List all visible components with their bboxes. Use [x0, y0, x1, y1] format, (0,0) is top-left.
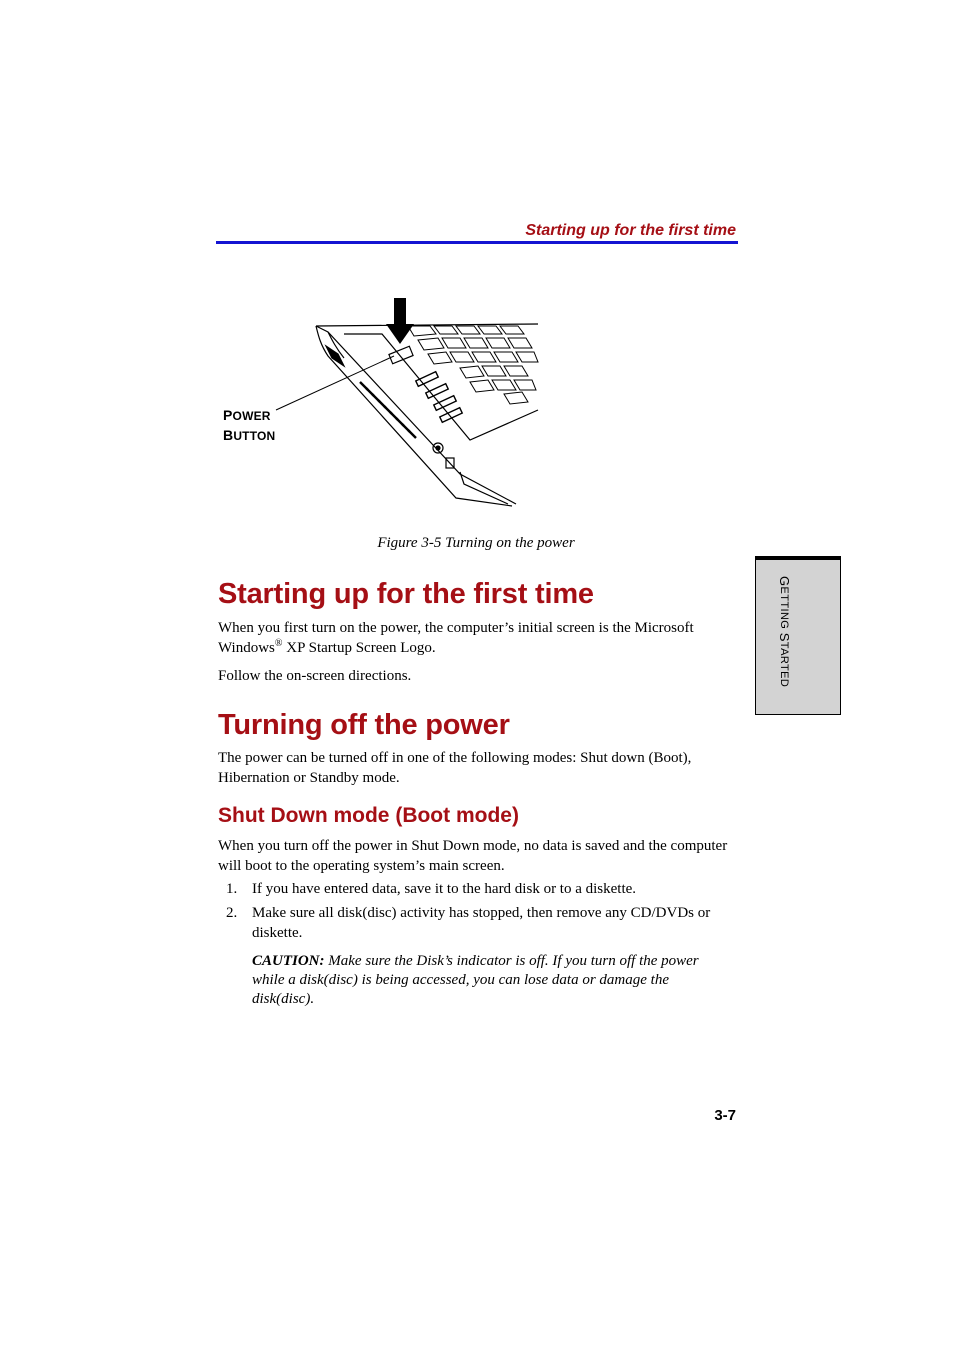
paragraph-follow-directions: Follow the on-screen directions.: [218, 668, 412, 684]
tab-word2-initial: S: [777, 632, 792, 642]
callout-line2-rest: UTTON: [233, 429, 276, 443]
caution-label: CAUTION:: [252, 953, 325, 969]
callout-line1-rest: OWER: [232, 409, 271, 423]
tab-word1-initial: G: [777, 576, 792, 587]
list-text: If you have entered data, save it to the hard disk or to a diskette.: [252, 881, 637, 897]
paragraph-startup-screen: [218, 618, 738, 658]
caution-text: Make sure the Disk’s indicator is off. If you turn off the power while a disk(disc) is being accessed, you can lose data or damage the disk(disc).: [252, 953, 699, 1007]
page-number: 3-7: [714, 1107, 736, 1124]
startup-text-part1: When you first turn on the power, the computer’s initial screen is the Microsoft Windows: [218, 620, 694, 656]
registered-mark: ®: [274, 638, 283, 649]
caution-note: [252, 952, 702, 1009]
paragraph-power-modes: The power can be turned off in one of the following modes: Shut down (Boot), Hibernation or Standby mode.: [218, 750, 692, 786]
running-header: Starting up for the first time: [525, 222, 736, 239]
figure-caption: Figure 3-5 Turning on the power: [377, 535, 575, 551]
laptop-power-button-illustration: [220, 294, 550, 514]
callout-line1-initial: P: [223, 407, 233, 423]
tab-word1-rest: ETTING: [778, 586, 790, 633]
list-number: 2.: [226, 905, 238, 921]
chapter-tab: [755, 556, 841, 715]
paragraph-shut-down-description: When you turn off the power in Shut Down mode, no data is saved and the computer will boot to the operating system’s main screen.: [218, 838, 728, 874]
callout-line2-initial: B: [223, 427, 234, 443]
heading-shut-down-mode: Shut Down mode (Boot mode): [218, 804, 519, 827]
list-number: 1.: [226, 881, 238, 897]
tab-word2-rest: TARTED: [778, 641, 790, 688]
chapter-tab-label: [774, 576, 792, 702]
header-rule: [216, 241, 738, 244]
list-text: Make sure all disk(disc) activity has stopped, then remove any CD/DVDs or diskette.: [252, 905, 711, 941]
heading-turning-off: Turning off the power: [218, 709, 510, 741]
callout-power-button-label: [223, 406, 275, 446]
heading-starting-up: Starting up for the first time: [218, 578, 594, 610]
startup-text-part2: XP Startup Screen Logo.: [282, 640, 436, 656]
figure-power-button: [220, 294, 550, 514]
